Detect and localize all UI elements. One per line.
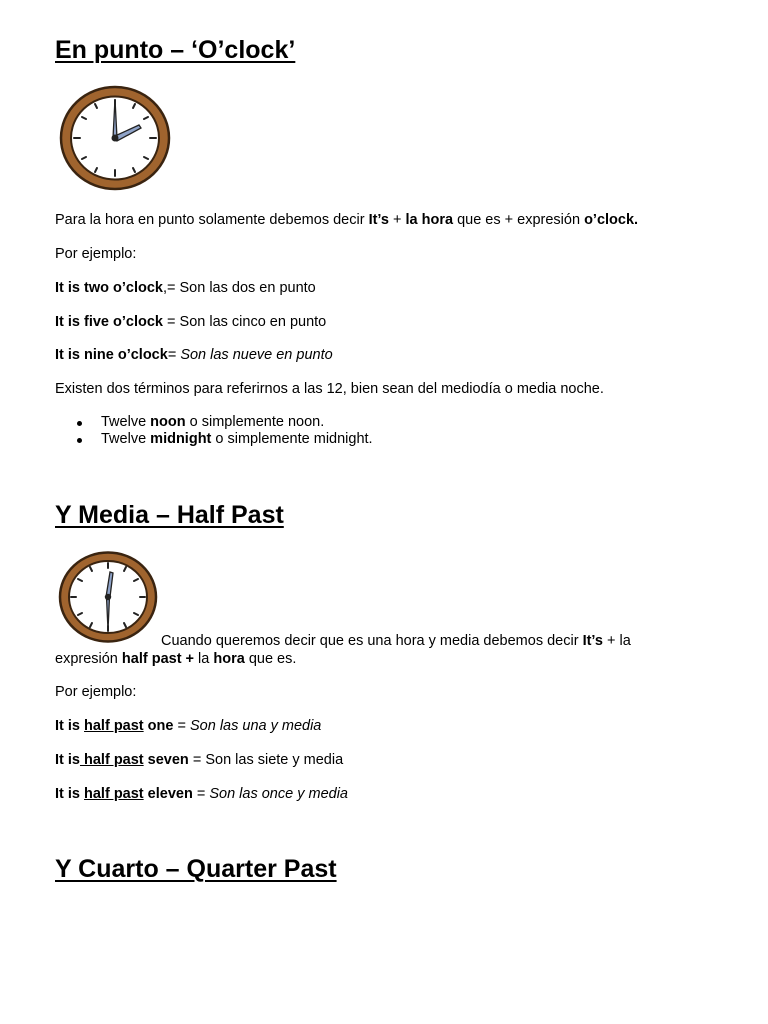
example-half-past: half past [84,786,144,802]
section-title-half-past: Y Media – Half Past [55,501,284,529]
clock-two-oclock-icon [58,84,172,192]
example-spanish: Son las dos en punto [179,280,316,296]
clock-half-past-icon [57,550,159,644]
half-intro-line-1 [161,633,631,650]
example-separator: ,= [162,280,180,296]
half-example [55,718,321,735]
intro-expresion: expresión [55,651,122,667]
example-label: Por ejemplo: [55,684,137,700]
intro-text: Cuando queremos decir que es una hora y media debemos decir [161,633,583,649]
example-english: It is nine o’clock [55,347,168,363]
bullet-text: o simplemente midnight. [211,431,373,447]
example-separator: = [163,314,180,330]
oclock-example [55,347,333,364]
intro-que-es: que es. [244,651,297,667]
intro-plus: + la [602,633,631,649]
bullet-icon [77,421,82,426]
intro-la-hora: la hora [405,212,454,228]
list-item [55,414,373,431]
example-hour: eleven [143,786,193,802]
oclock-example [55,314,326,331]
intro-hora: hora [213,651,245,667]
intro-la: la [194,651,214,667]
half-example [55,752,343,769]
half-example [55,786,348,803]
example-english: It is two o’clock [55,280,163,296]
intro-half-past: half past + [121,651,195,667]
example-separator: = [188,752,206,768]
example-spanish: Son las una y media [189,718,322,734]
bullet-bold: noon [150,414,186,430]
section-title-quarter-past: Y Cuarto – Quarter Past [55,855,337,883]
example-hour: seven [143,752,189,768]
example-spanish: Son las nueve en punto [180,347,333,363]
intro-its: It’s [368,212,389,228]
example-separator: = [167,347,181,363]
intro-expresion: que es + expresión [453,212,585,228]
example-hour: one [143,718,174,734]
bullet-text: Twelve [101,414,151,430]
twelve-list [55,414,373,448]
example-prefix: It is [55,752,80,768]
oclock-example [55,280,316,297]
twelve-note: Existen dos términos para referirnos a las 12, bien sean del mediodía o media noche. [55,381,604,397]
example-spanish: Son las once y media [209,786,348,802]
example-half-past: half past [79,752,144,768]
intro-text: Para la hora en punto solamente debemos decir [55,212,369,228]
oclock-intro [55,212,638,229]
intro-plus: + [388,212,406,228]
example-label: Por ejemplo: [55,246,137,262]
section-title-oclock: En punto – ‘O’clock’ [55,36,296,64]
example-spanish: Son las siete y media [205,752,344,768]
example-prefix: It is [55,718,85,734]
example-separator: = [173,718,190,734]
example-english: It is five o’clock [55,314,163,330]
example-prefix: It is [55,786,85,802]
intro-oclock: o’clock. [584,212,639,228]
half-intro-line-2 [55,651,296,668]
example-separator: = [192,786,210,802]
bullet-icon [77,438,82,443]
example-half-past: half past [84,718,144,734]
list-item [55,431,373,448]
bullet-text: Twelve [101,431,151,447]
intro-its: It’s [582,633,603,649]
bullet-bold: midnight [150,431,212,447]
bullet-text: o simplemente noon. [185,414,325,430]
example-spanish: Son las cinco en punto [179,314,327,330]
